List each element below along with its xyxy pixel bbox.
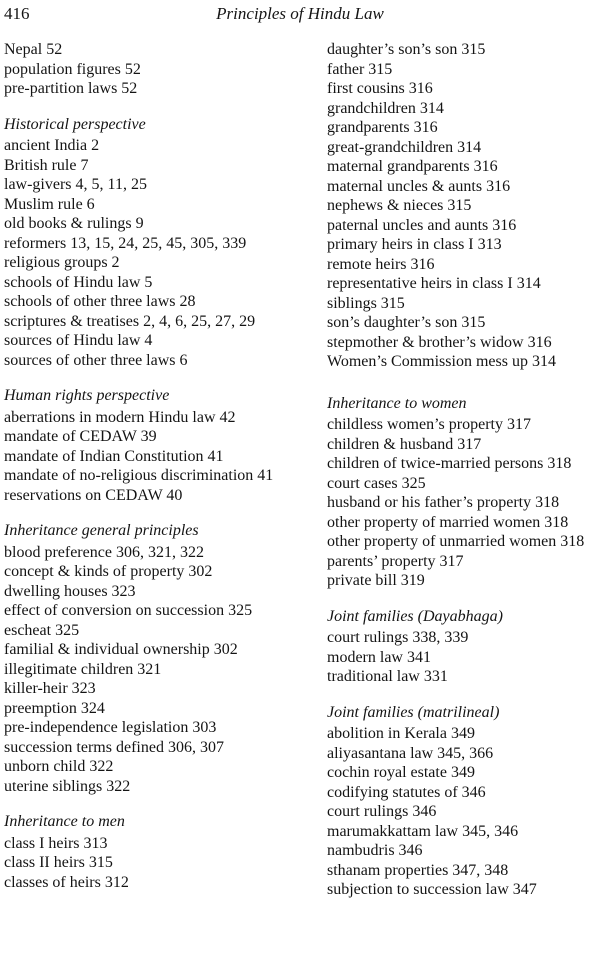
index-entry: great-grandchildren 314 [327,138,482,156]
index-entry: reformers 13, 15, 24, 25, 45, 305, 339 [4,234,247,252]
index-entry: law-givers 4, 5, 11, 25 [4,176,147,193]
index-entry: nephews & nieces 315 [327,197,472,214]
index-entry: subjection to succession law 347 [327,881,537,898]
index-entry: primary heirs in class I 313 [327,236,502,253]
section-heading: Joint families (matrilineal) [327,703,500,721]
index-entry: private bill 319 [327,572,425,589]
index-entry: scriptures & treatises 2, 4, 6, 25, 27, 29 [4,312,256,330]
index-entry: ancient India 2 [4,137,100,154]
index-entry: aliyasantana law 345, 366 [327,744,494,762]
index-entry: illegitimate children 321 [4,660,162,678]
index-entry: maternal uncles & aunts 316 [327,177,511,195]
index-entry: aberrations in modern Hindu law 42 [4,408,236,426]
index-entry: religious groups 2 [4,254,120,271]
index-entry: mandate of Indian Constitution 41 [4,447,224,465]
index-entry: effect of conversion on succession 325 [4,602,253,619]
index-entry: pre-partition laws 52 [4,80,138,97]
index-entry: killer-heir 323 [4,680,96,697]
index-entry: preemption 324 [4,699,105,717]
index-section [4,521,316,796]
index-entry: daughter’s son’s son 315 [327,41,486,58]
index-entry: stepmother & brother’s widow 316 [327,333,552,351]
index-entry: sthanam properties 347, 348 [327,861,509,879]
index-entry: class I heirs 313 [4,834,108,852]
index-entry: schools of other three laws 28 [4,293,196,310]
index-entry: children of twice-married persons 318 [327,455,572,472]
index-entry: dwelling houses 323 [4,582,136,600]
index-entry: familial & individual ownership 302 [4,641,238,658]
section-heading: Inheritance to men [4,813,125,830]
index-entry: modern law 341 [327,648,431,666]
index-entry: reservations on CEDAW 40 [4,486,183,504]
index-section [4,812,316,892]
index-entry: class II heirs 315 [4,854,113,871]
index-entry: father 315 [327,60,393,78]
index-entry: Nepal 52 [4,41,63,58]
index-section [327,607,599,687]
running-title: Principles of Hindu Law [216,4,384,23]
index-entry: paternal uncles and aunts 316 [327,216,517,234]
index-entry: grandchildren 314 [327,99,444,117]
index-entry: court cases 325 [327,474,426,492]
section-heading: Inheritance to women [327,394,467,412]
index-entry: schools of Hindu law 5 [4,273,153,291]
index-entry: sources of Hindu law 4 [4,332,153,349]
index-entry: son’s daughter’s son 315 [327,314,486,331]
index-entry: husband or his father’s property 318 [327,494,560,511]
index-entry: abolition in Kerala 349 [327,725,475,742]
section-heading: Historical perspective [4,115,146,133]
index-section [327,703,599,900]
index-entry: children & husband 317 [327,435,482,453]
index-entry: blood preference 306, 321, 322 [4,543,204,561]
index-section [4,115,316,371]
index-entry: Women’s Commission mess up 314 [327,353,556,370]
index-entry: codifying statutes of 346 [327,783,486,801]
index-section [327,40,599,372]
index-column-right [327,40,599,916]
index-section [327,394,599,591]
index-entry: concept & kinds of property 302 [4,563,213,580]
index-entry: uterine siblings 322 [4,777,131,795]
index-entry: siblings 315 [327,294,405,312]
page-number: 416 [4,4,30,23]
index-entry: childless women’s property 317 [327,416,531,433]
index-entry: mandate of no-religious discrimination 41 [4,467,274,484]
index-entry: parents’ property 317 [327,552,464,570]
index-entry: remote heirs 316 [327,255,435,273]
index-entry: escheat 325 [4,621,80,639]
index-entry: population figures 52 [4,60,141,78]
index-entry: court rulings 338, 339 [327,629,469,646]
index-entry: marumakkattam law 345, 346 [327,822,519,840]
index-entry: cochin royal estate 349 [327,764,475,781]
index-entry: mandate of CEDAW 39 [4,428,157,445]
index-entry: classes of heirs 312 [4,873,129,891]
index-entry: other property of unmarried women 318 [327,533,585,550]
index-entry: representative heirs in class I 314 [327,275,541,292]
index-section [4,40,316,99]
index-entry: British rule 7 [4,156,89,174]
index-entry: other property of married women 318 [327,513,569,531]
index-entry: Muslim rule 6 [4,195,95,213]
section-heading: Inheritance general principles [4,522,199,539]
section-heading: Human rights perspective [4,387,170,404]
index-entry: traditional law 331 [327,668,448,685]
section-heading: Joint families (Dayabhaga) [327,607,503,625]
index-entry: court rulings 346 [327,803,437,820]
page-header [0,4,600,28]
index-entry: succession terms defined 306, 307 [4,738,224,756]
index-entry: sources of other three laws 6 [4,351,188,369]
index-section [4,386,316,505]
index-entry: first cousins 316 [327,80,433,97]
index-entry: grandparents 316 [327,119,438,136]
index-entry: old books & rulings 9 [4,215,144,232]
index-column-left [4,40,316,908]
index-entry: maternal grandparents 316 [327,158,498,175]
index-entry: unborn child 322 [4,758,114,775]
index-entry: pre-independence legislation 303 [4,719,217,736]
index-entry: nambudris 346 [327,842,423,859]
